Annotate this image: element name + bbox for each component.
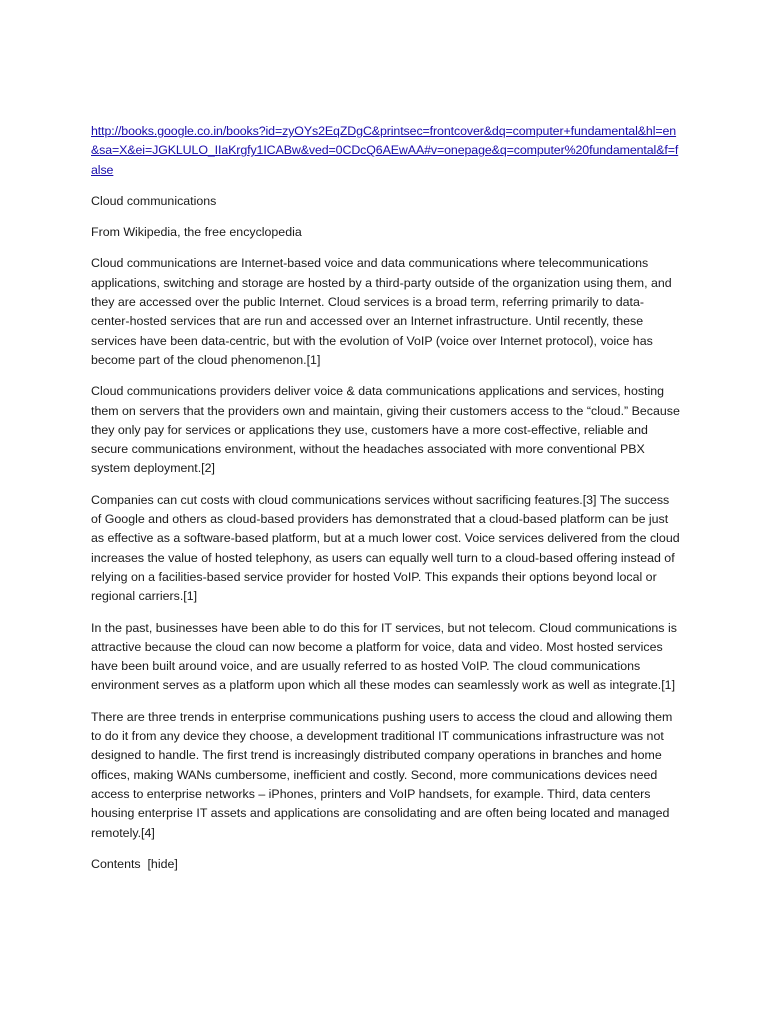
source-link[interactable]: http://books.google.co.in/books?id=zyOYs2EqZDgC&printsec=frontcover&dq=computer+fundamental&hl=en&sa=X&ei=JGKLULO_IIaKrgfy1ICABw&ved=0CDcQ6AEwAA#v=onepage&q=computer%20fundamental&f=false [91, 124, 679, 177]
hide-toggle[interactable]: [hide] [147, 856, 178, 871]
document-page [91, 122, 681, 886]
source-attribution: From Wikipedia, the free encyclopedia [91, 225, 302, 240]
paragraph-4: In the past, businesses have been able to do this for IT services, but not telecom. Cloud communications is attractive because the cloud can now become a platform for voice, data and video. Most hosted services have been built around voice, and are usually referred to as hosted VoIP. The cloud communications environment serves as a platform upon which all these modes can seamlessly work as well as integrate.[1] [91, 620, 677, 693]
document-title: Cloud communications [91, 193, 217, 208]
paragraph-2: Cloud communications providers deliver voice & data communications applications and services, hosting them on servers that the providers own and maintain, giving their customers access to the “cloud.” Because they only pay for services or applications they use, customers have a more cost-effective, reliable and secure communications environment, without the headaches associated with more conventional PBX system deployment.[2] [91, 384, 680, 476]
paragraph-3: Companies can cut costs with cloud communications services without sacrificing features.[3] The success of Google and others as cloud-based providers has demonstrated that a cloud-based platform can be just as effective as a software-based platform, but at a much lower cost. Voice services delivered from the cloud increases the value of hosted telephony, as users can equally well turn to a cloud-based offering instead of relying on a facilities-based service provider for hosted VoIP. This expands their options beyond local or regional carriers.[1] [91, 492, 680, 604]
paragraph-1: Cloud communications are Internet-based voice and data communications where telecommunications applications, switching and storage are hosted by a third-party outside of the organization using them, and they are accessed over the public Internet. Cloud services is a broad term, referring primarily to data-center-hosted services that are run and accessed over an Internet infrastructure. Until recently, these services have been data-centric, but with the evolution of VoIP (voice over Internet protocol), voice has become part of the cloud phenomenon.[1] [91, 256, 672, 367]
contents-heading [91, 855, 681, 874]
paragraph-5: There are three trends in enterprise communications pushing users to access the cloud and allowing them to do it from any device they choose, a development traditional IT communications infrastructure was not designed to handle. The first trend is increasingly distributed company operations in branches and home offices, making WANs cumbersome, inefficient and costly. Second, more communications devices need access to enterprise networks – iPhones, printers and VoIP handsets, for example. Third, data centers housing enterprise IT assets and applications are consolidating and are often being located and managed remotely.[4] [91, 709, 673, 840]
contents-label: Contents [91, 856, 141, 871]
